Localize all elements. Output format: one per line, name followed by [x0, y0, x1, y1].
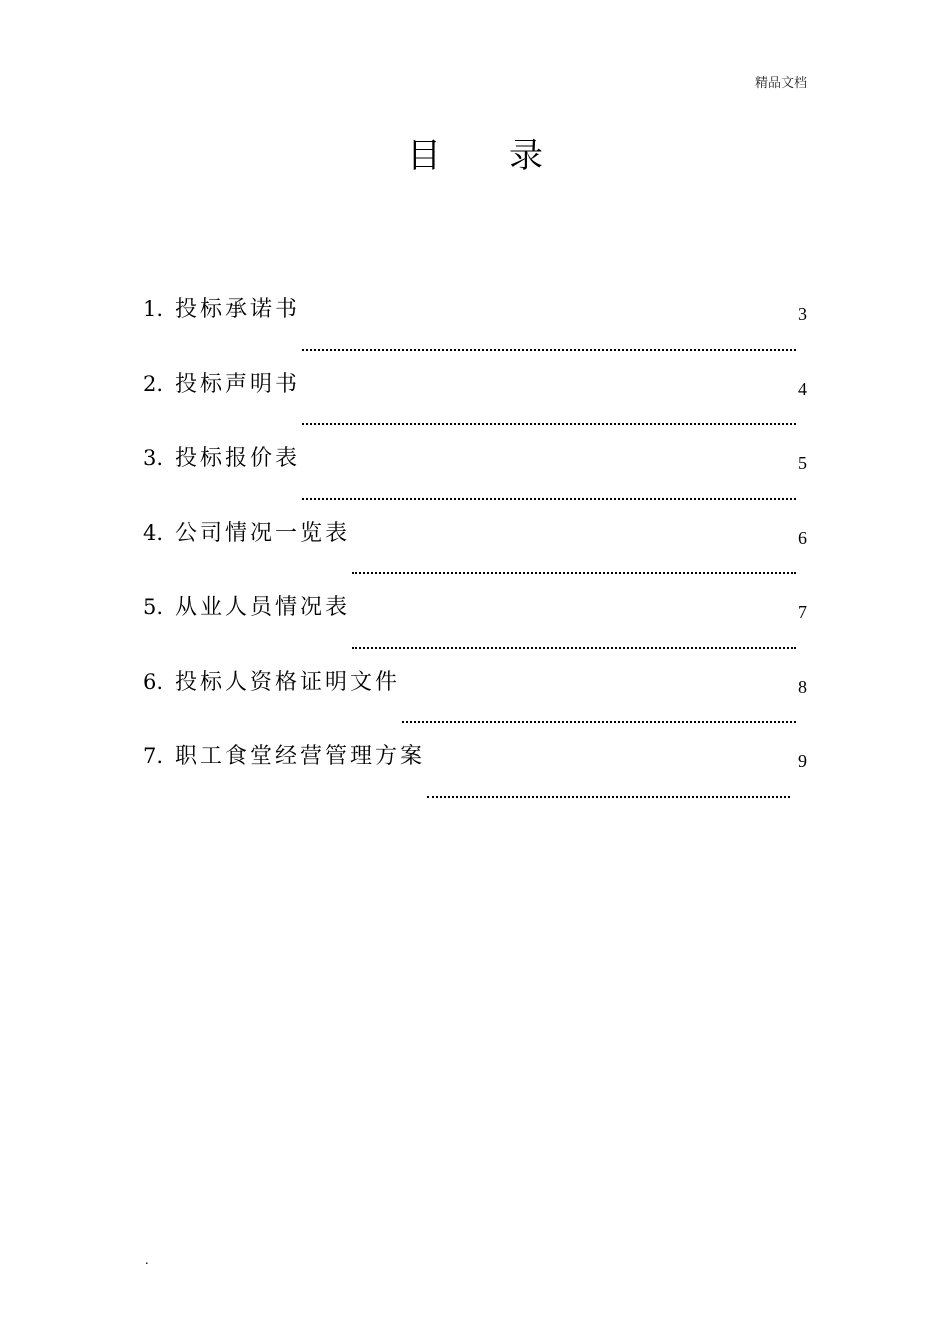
- title-char-1: 目: [407, 136, 441, 176]
- toc-entry-label: 投标承诺书: [175, 297, 301, 322]
- footer-mark: .: [145, 1253, 149, 1268]
- page-header: 精品文档: [754, 76, 807, 91]
- toc-entry-page: 9: [798, 751, 807, 771]
- toc-entry[interactable]: [143, 441, 807, 516]
- toc-dot-leader: [402, 721, 796, 723]
- toc-entry[interactable]: [143, 665, 807, 740]
- toc-dot-leader: [427, 796, 790, 798]
- toc-entry-page: 4: [798, 378, 807, 399]
- toc-entry-label: 职工食堂经营管理方案: [175, 744, 426, 769]
- toc-entry[interactable]: [143, 739, 807, 814]
- toc-entry-page: 5: [798, 453, 807, 473]
- toc-entry-page: 3: [798, 304, 807, 324]
- toc-entry[interactable]: [143, 516, 807, 591]
- toc-entry-number: 5.: [143, 595, 164, 619]
- toc-dot-leader: [302, 349, 796, 351]
- toc-dot-leader: [302, 498, 796, 500]
- toc-entry-number: 4.: [143, 520, 164, 545]
- toc-entry[interactable]: [143, 590, 807, 665]
- toc-entry-label: 投标声明书: [175, 371, 301, 397]
- toc-entry-page: 8: [798, 676, 807, 697]
- toc-entry-page: 6: [798, 527, 807, 548]
- toc-dot-leader: [352, 647, 796, 649]
- toc-entry-number: 2.: [143, 371, 164, 396]
- toc-entry[interactable]: [143, 367, 807, 442]
- toc-entry-label: 投标人资格证明文件: [175, 669, 401, 695]
- toc-entry[interactable]: [143, 292, 807, 367]
- document-title: [0, 128, 950, 177]
- toc-entry-number: 1.: [143, 297, 164, 321]
- toc-entry-label: 公司情况一览表: [175, 520, 351, 546]
- toc-dot-leader: [302, 423, 796, 425]
- table-of-contents: [143, 292, 807, 814]
- toc-entry-number: 3.: [143, 446, 164, 470]
- toc-entry-number: 6.: [143, 669, 164, 694]
- toc-dot-leader: [352, 572, 796, 574]
- title-char-2: 录: [509, 136, 543, 176]
- toc-entry-label: 从业人员情况表: [175, 595, 351, 620]
- toc-entry-page: 7: [798, 602, 807, 622]
- toc-entry-number: 7.: [143, 744, 164, 768]
- toc-entry-label: 投标报价表: [175, 446, 301, 471]
